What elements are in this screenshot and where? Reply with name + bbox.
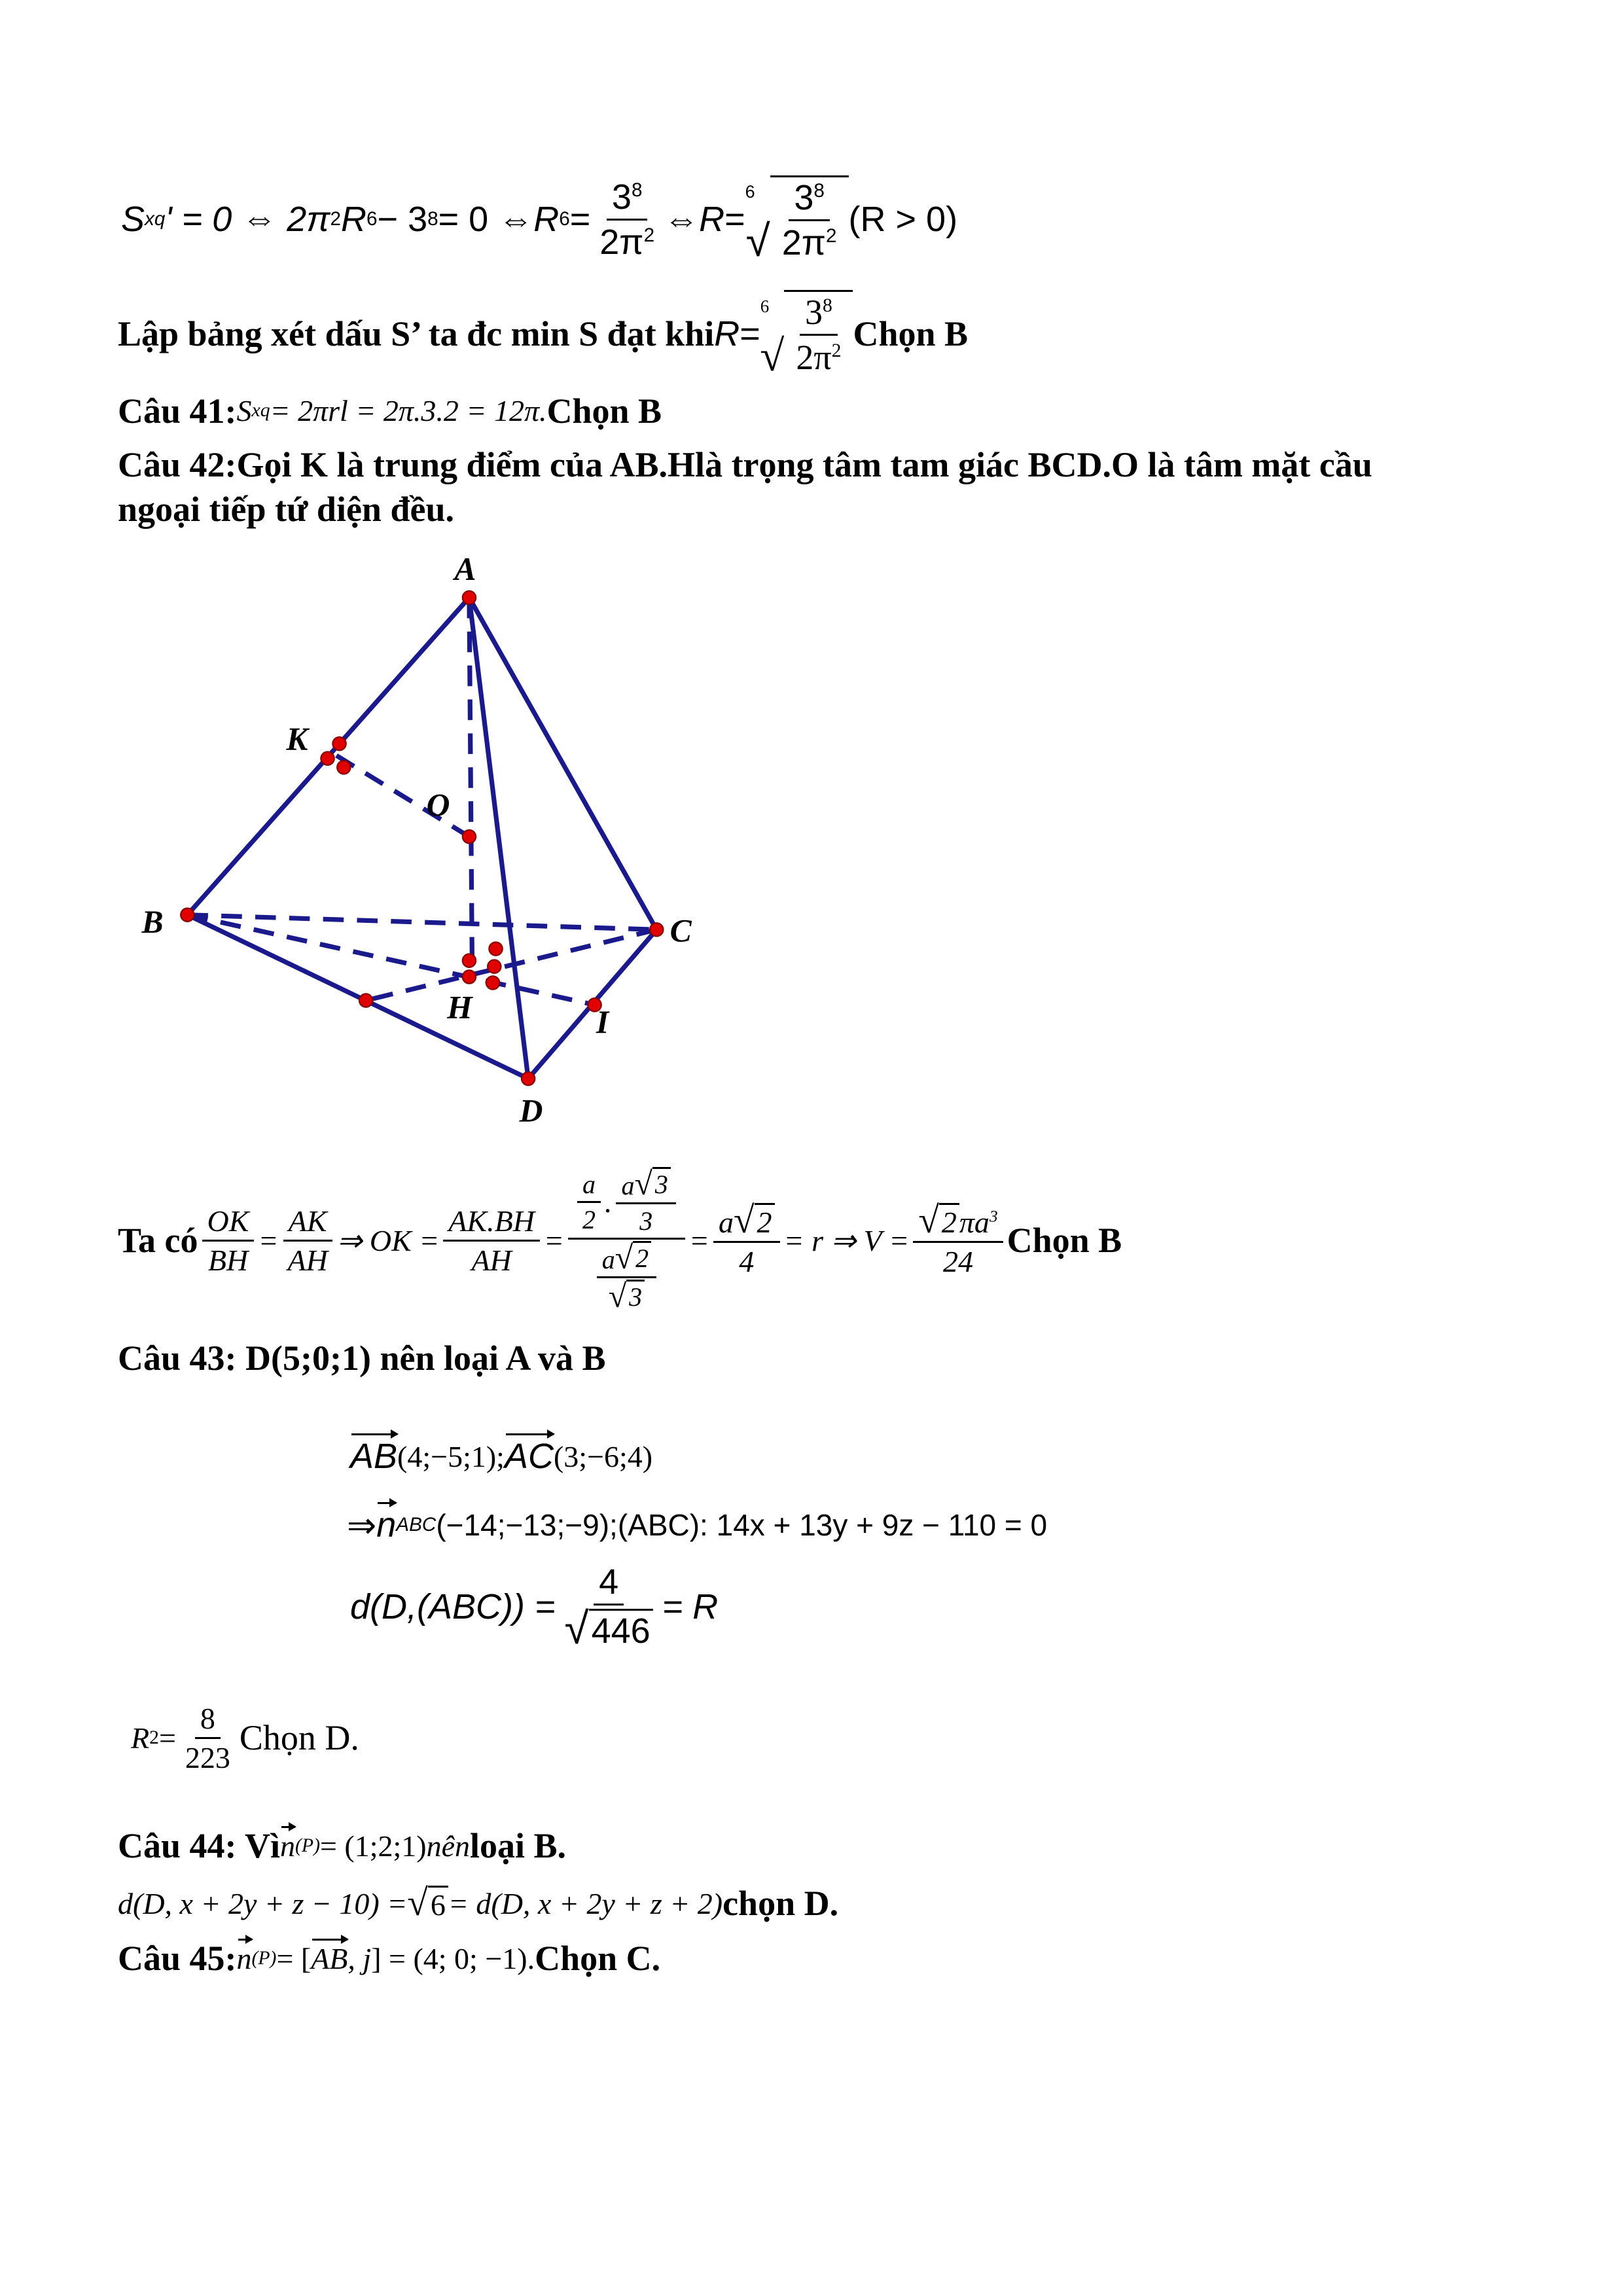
math-text: = [ xyxy=(276,1941,312,1975)
fraction xyxy=(560,1562,658,1652)
normal-vector: n xyxy=(376,1505,397,1545)
math-text: = R xyxy=(662,1587,719,1626)
math-text: = xyxy=(543,1223,564,1257)
point-H xyxy=(463,954,476,967)
label-H: H xyxy=(447,989,473,1026)
point-H-mark xyxy=(486,976,499,989)
exponent: 2 xyxy=(149,1727,159,1748)
radical-icon: √ xyxy=(760,331,785,380)
label-I: I xyxy=(596,1004,609,1041)
denominator: 4 xyxy=(739,1245,755,1278)
label-K: K xyxy=(286,721,308,757)
math-text: = xyxy=(724,200,745,239)
radical-icon: √ xyxy=(745,216,770,266)
normal-vector-line xyxy=(347,1496,1047,1554)
exponent: 8 xyxy=(631,179,643,201)
radicand: 6 xyxy=(428,1886,448,1922)
ratio-derivation xyxy=(118,1158,1122,1322)
answer-choice: chọn D. xyxy=(722,1884,839,1923)
point-K-mark xyxy=(321,752,334,765)
math-text: R xyxy=(131,1721,150,1755)
radicand: 2 xyxy=(755,1203,775,1240)
edge-AD xyxy=(469,598,528,1079)
radicand: 3 xyxy=(652,1167,671,1200)
answer-choice: Chọn B xyxy=(853,314,969,353)
question-label: Câu 45: xyxy=(118,1939,237,1978)
point-D xyxy=(522,1072,535,1085)
radius-squared-line xyxy=(131,1695,359,1780)
question-label: Câu 41: xyxy=(118,391,237,431)
denominator: 2π xyxy=(781,223,826,262)
math-text: = 0 ⇔ xyxy=(438,200,534,239)
text: loại B. xyxy=(470,1826,567,1865)
denominator: BH xyxy=(207,1243,249,1277)
point-B xyxy=(181,908,194,922)
math-text: = (1;2;1) xyxy=(319,1829,427,1863)
math-text: d(D,(ABC)) = xyxy=(350,1587,556,1626)
math-text: πa xyxy=(959,1206,990,1239)
math-text: R xyxy=(533,200,560,239)
subscript: (P) xyxy=(251,1947,277,1969)
point-A xyxy=(463,591,476,604)
fraction xyxy=(913,1202,1003,1279)
radical-icon: √ xyxy=(564,1604,589,1653)
answer-choice: Chọn B xyxy=(1007,1221,1122,1260)
math-text: a xyxy=(718,1206,734,1239)
point-O xyxy=(463,830,476,843)
question-43-label: Câu 43: D(5;0;1) nên loại A và B xyxy=(118,1338,606,1378)
vector-AC: AC xyxy=(504,1437,554,1476)
question-44-distance xyxy=(118,1877,838,1929)
sqrt xyxy=(407,1884,448,1922)
denominator: 2π xyxy=(796,338,832,377)
math-text: R xyxy=(699,200,725,239)
point-H-mark xyxy=(488,960,501,973)
math-text: = xyxy=(688,1223,709,1257)
point-H-mark xyxy=(489,942,502,956)
radical-icon: √ xyxy=(733,1200,755,1241)
fraction xyxy=(713,1202,780,1279)
math-text: ⇒ xyxy=(347,1505,377,1545)
numerator: OK xyxy=(202,1204,255,1242)
subscript: xq xyxy=(145,208,166,230)
label-C: C xyxy=(669,912,692,949)
denominator: 3 xyxy=(639,1206,653,1236)
point-midpoint-BD xyxy=(359,994,372,1007)
point-H-mark xyxy=(463,970,476,983)
denominator: 24 xyxy=(942,1245,973,1278)
point-K-mark xyxy=(337,761,350,774)
math-text: a xyxy=(601,1245,615,1274)
label-O: O xyxy=(426,787,450,823)
fraction xyxy=(282,1204,332,1278)
math-text: R xyxy=(341,200,367,239)
vectors-line xyxy=(350,1427,652,1486)
exponent: 6 xyxy=(559,208,570,230)
math-text: = xyxy=(569,200,591,239)
compound-fraction xyxy=(568,1167,685,1314)
text: Ta có xyxy=(118,1221,198,1260)
radicand: 2 xyxy=(939,1203,959,1240)
exponent: 2 xyxy=(330,208,342,230)
math-text: ⇔ xyxy=(664,200,700,239)
math-text: ] = (4; 0; −1). xyxy=(371,1941,535,1975)
numerator: 3 xyxy=(804,293,823,332)
question-label: Câu 44: Vì xyxy=(118,1826,281,1865)
condition: (R > 0) xyxy=(848,200,958,239)
vector-AB: AB xyxy=(311,1941,348,1975)
exponent: 2 xyxy=(643,224,655,246)
answer-choice: Chọn C. xyxy=(535,1939,661,1978)
math-text: = xyxy=(258,1223,279,1257)
radicand: 2 xyxy=(633,1241,651,1274)
vector-AB: AB xyxy=(350,1437,398,1476)
exponent: 6 xyxy=(366,208,378,230)
exponent: 8 xyxy=(822,295,832,316)
question-42-line2: ngoại tiếp tứ diện đều. xyxy=(118,490,454,529)
radical-icon: √ xyxy=(608,1278,627,1314)
math-text: . xyxy=(604,1185,613,1219)
math-text: = d(D, x + 2y + z + 2) xyxy=(448,1886,723,1920)
normal-vector: n xyxy=(236,1941,252,1975)
label-D: D xyxy=(519,1092,543,1129)
math-text: (4;−5;1); xyxy=(397,1439,505,1473)
fraction xyxy=(443,1204,540,1278)
distance-line xyxy=(350,1561,718,1653)
height-AH-dashed xyxy=(469,598,473,967)
question-44 xyxy=(118,1820,566,1872)
numerator: AK xyxy=(283,1204,332,1242)
median-BI-dashed xyxy=(187,915,594,1005)
normal-vector: n xyxy=(280,1829,296,1863)
denominator: 2π xyxy=(599,222,644,262)
text: Lập bảng xét dấu S’ ta đc min S đạt khi xyxy=(118,314,715,353)
point-K xyxy=(332,737,346,750)
radical-icon: √ xyxy=(407,1882,428,1924)
numerator: AK.BH xyxy=(443,1204,540,1242)
radicand: 3 xyxy=(626,1280,645,1312)
math-text: = xyxy=(158,1721,176,1755)
numerator: 4 xyxy=(594,1562,624,1605)
denominator: 223 xyxy=(185,1740,230,1774)
answer-choice: Chọn B xyxy=(546,391,662,431)
exponent: 2 xyxy=(831,340,842,361)
math-text: nên xyxy=(426,1829,471,1863)
edge-AC xyxy=(469,598,656,929)
question-42-line1: Câu 42:Gọi K là trung điểm của AB.Hlà trọng tâm tam giác BCD.O là tâm mặt cầu xyxy=(118,445,1372,484)
radical-icon: √ xyxy=(634,1165,652,1202)
denominator: 2 xyxy=(582,1204,596,1234)
question-45 xyxy=(118,1932,660,1984)
answer-choice: Chọn D. xyxy=(239,1718,359,1757)
edge-BD xyxy=(187,915,528,1079)
subscript: ABC xyxy=(396,1514,437,1535)
subscript: (P) xyxy=(295,1835,320,1856)
root-index: 6 xyxy=(745,182,755,202)
math-text: a xyxy=(621,1171,635,1200)
denominator: AH xyxy=(471,1243,512,1277)
math-text: − 3 xyxy=(377,200,428,239)
fraction xyxy=(202,1204,255,1278)
s-symbol: S xyxy=(121,200,145,239)
exponent: 3 xyxy=(989,1207,998,1226)
numerator: 3 xyxy=(794,178,814,217)
numerator: 8 xyxy=(195,1701,221,1739)
denominator: AH xyxy=(287,1243,328,1277)
radical-icon: √ xyxy=(918,1200,939,1241)
edge-BC-dashed xyxy=(187,915,656,930)
label-A: A xyxy=(454,551,476,588)
math-text: d(D, x + 2y + z − 10) = xyxy=(118,1886,408,1920)
plane-equation: (−14;−13;−9);(ABC): 14x + 13y + 9z − 110 = 0 xyxy=(436,1508,1048,1542)
radicand: 446 xyxy=(589,1609,653,1651)
math-text: ⇒ OK = xyxy=(336,1224,440,1257)
root-index: 6 xyxy=(760,296,770,316)
math-text: S xyxy=(236,394,252,427)
label-B: B xyxy=(141,903,164,940)
fraction xyxy=(180,1701,236,1775)
math-text: R xyxy=(714,314,740,353)
exponent: 8 xyxy=(813,180,825,202)
math-text: (3;−6;4) xyxy=(553,1439,653,1473)
math-text: = xyxy=(740,314,760,353)
vector-j: , j xyxy=(348,1941,372,1975)
numerator: a xyxy=(577,1169,601,1203)
radical-icon: √ xyxy=(615,1239,633,1276)
subscript: xq xyxy=(251,400,270,421)
formula: = 2πrl = 2π.3.2 = 12π. xyxy=(270,394,547,427)
numerator: 3 xyxy=(611,177,632,217)
math-text: = r ⇒ V = xyxy=(783,1224,910,1257)
point-C xyxy=(650,923,663,936)
exponent: 8 xyxy=(427,208,438,230)
exponent: 2 xyxy=(826,225,837,247)
math-text: ' = 0 ⇔ 2π xyxy=(165,200,330,239)
